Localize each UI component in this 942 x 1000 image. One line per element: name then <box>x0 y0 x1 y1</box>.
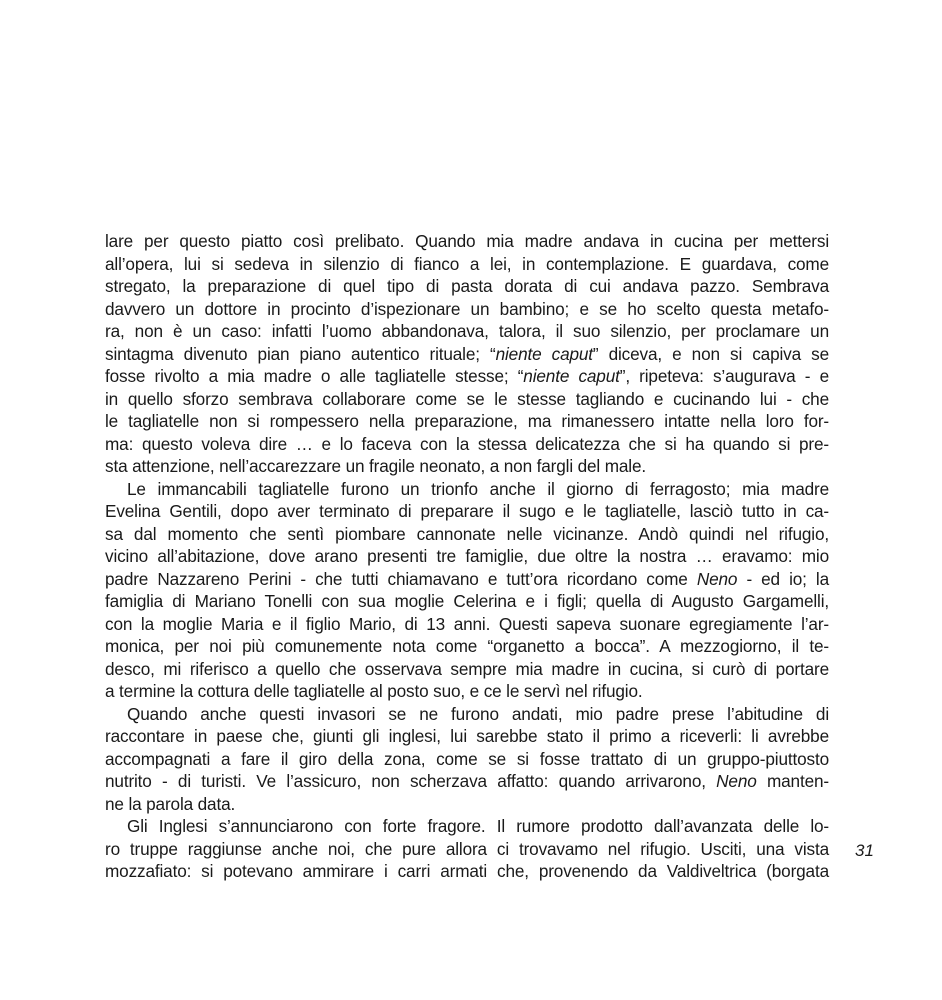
text-run: Le immancabili tagliatelle furono un trionfo anche il giorno di ferragosto; mia madre <box>127 478 829 499</box>
text-run: sa dal momento che sentì piombare cannonate nelle vicinanze. Andò quindi nel rifugio, <box>105 523 829 544</box>
paragraph <box>105 815 829 883</box>
text-run: con la moglie Maria e il figlio Mario, di 13 anni. Questi sapeva suonare egregiamente l’ar- <box>105 613 829 634</box>
text-line <box>105 343 829 366</box>
text-run: davvero un dottore in procinto d’ispezionare un bambino; e se ho scelto questa metafo- <box>105 298 829 319</box>
text-line <box>105 703 829 726</box>
text-line <box>105 455 829 478</box>
text-run: mozzafiato: si potevano ammirare i carri armati che, provenendo da Valdiveltrica (borgata <box>105 861 829 881</box>
italic-text: niente caput <box>495 343 593 364</box>
text-run: padre Nazzareno Perini - che tutti chiamavano e tutt’ora ricordano come <box>105 568 697 589</box>
text-line <box>105 298 829 321</box>
paragraph <box>105 703 829 816</box>
text-line <box>105 568 829 591</box>
text-run: in quello sforzo sembrava collaborare come se le stesse tagliando e cucinando lui - che <box>105 388 829 409</box>
text-run: manten- <box>756 771 829 791</box>
text-run: le tagliatelle non si rompessero nella preparazione, ma rimanessero intatte nella loro for- <box>105 411 829 431</box>
text-run: nutrito - di turisti. Ve l’assicuro, non scherzava affatto: quando arrivarono, <box>105 771 717 791</box>
text-line <box>105 410 829 433</box>
text-run: lare per questo piatto così prelibato. Quando mia madre andava in cucina per mettersi <box>105 231 829 251</box>
text-run: ne la parola data. <box>105 793 236 814</box>
text-run: sta attenzione, nell’accarezzare un fragile neonato, a non fargli del male. <box>105 456 646 476</box>
text-line <box>105 320 829 343</box>
text-line <box>105 478 829 501</box>
text-run: all’opera, lui si sedeva in silenzio di fianco a lei, in contemplazione. E guardava, come <box>105 253 829 274</box>
paragraph <box>105 230 829 478</box>
text-line <box>105 433 829 456</box>
text-run: raccontare in paese che, giunti gli inglesi, lui sarebbe stato il primo a riceverli: li avrebbe <box>105 726 829 746</box>
text-line <box>105 815 829 838</box>
text-run: ro truppe raggiunse anche noi, che pure allora ci trovavamo nel rifugio. Usciti, una vista <box>105 838 829 859</box>
text-line <box>105 680 829 703</box>
text-run: vicino all’abitazione, dove arano presenti tre famiglie, due oltre la nostra … eravamo: mio <box>105 546 829 566</box>
text-line <box>105 748 829 771</box>
italic-text: niente caput <box>523 366 620 386</box>
italic-text: Neno <box>716 771 757 791</box>
text-line <box>105 590 829 613</box>
page-number: 31 <box>855 841 874 860</box>
text-run: monica, per noi più comunemente nota come “organetto a bocca”. A mezzogiorno, il te- <box>105 636 829 656</box>
text-run: ” diceva, e non si capiva se <box>592 343 829 364</box>
text-line <box>105 793 829 816</box>
text-line <box>105 388 829 411</box>
text-line <box>105 770 829 793</box>
text-line <box>105 253 829 276</box>
text-line <box>105 275 829 298</box>
text-run: Quando anche questi invasori se ne furono andati, mio padre prese l’abitudine di <box>127 703 829 724</box>
text-run: a termine la cottura delle tagliatelle al posto suo, e ce le servì nel rifugio. <box>105 681 643 701</box>
text-run: famiglia di Mariano Tonelli con sua moglie Celerina e i figli; quella di Augusto Gargamelli, <box>105 591 829 611</box>
text-line <box>105 613 829 636</box>
text-line <box>105 635 829 658</box>
paragraph <box>105 478 829 703</box>
text-run: Gli Inglesi s’annunciarono con forte fragore. Il rumore prodotto dall’avanzata delle lo- <box>127 816 829 836</box>
text-run: - ed io; la <box>737 568 829 589</box>
text-line <box>105 658 829 681</box>
italic-text: Neno <box>696 568 738 589</box>
text-run: stregato, la preparazione di quel tipo di pasta dorata di cui andava pazzo. Sembrava <box>105 276 829 296</box>
text-line <box>105 838 829 861</box>
text-run: fosse rivolto a mia madre o alle tagliatelle stesse; “ <box>105 366 524 386</box>
text-run: desco, mi riferisco a quello che osservava sempre mia madre in cucina, si curò di portare <box>105 658 829 679</box>
text-run: accompagnati a fare il giro della zona, come se si fosse trattato di un gruppo-piuttosto <box>105 748 829 769</box>
text-line <box>105 365 829 388</box>
text-run: ra, non è un caso: infatti l’uomo abbandonava, talora, il suo silenzio, per proclamare un <box>105 321 829 341</box>
body-text <box>105 230 829 883</box>
text-line <box>105 230 829 253</box>
text-run: sintagma divenuto pian piano autentico rituale; “ <box>105 343 496 364</box>
text-run: ma: questo voleva dire … e lo faceva con la stessa delicatezza che si ha quando si pre- <box>105 433 829 454</box>
text-run: Evelina Gentili, dopo aver terminato di preparare il sugo e le tagliatelle, lasciò tutto in ca- <box>105 501 829 521</box>
text-run: ”, ripeteva: s’augurava - e <box>619 366 829 386</box>
text-line <box>105 523 829 546</box>
text-line <box>105 725 829 748</box>
text-line <box>105 545 829 568</box>
text-line <box>105 500 829 523</box>
text-line <box>105 860 829 883</box>
